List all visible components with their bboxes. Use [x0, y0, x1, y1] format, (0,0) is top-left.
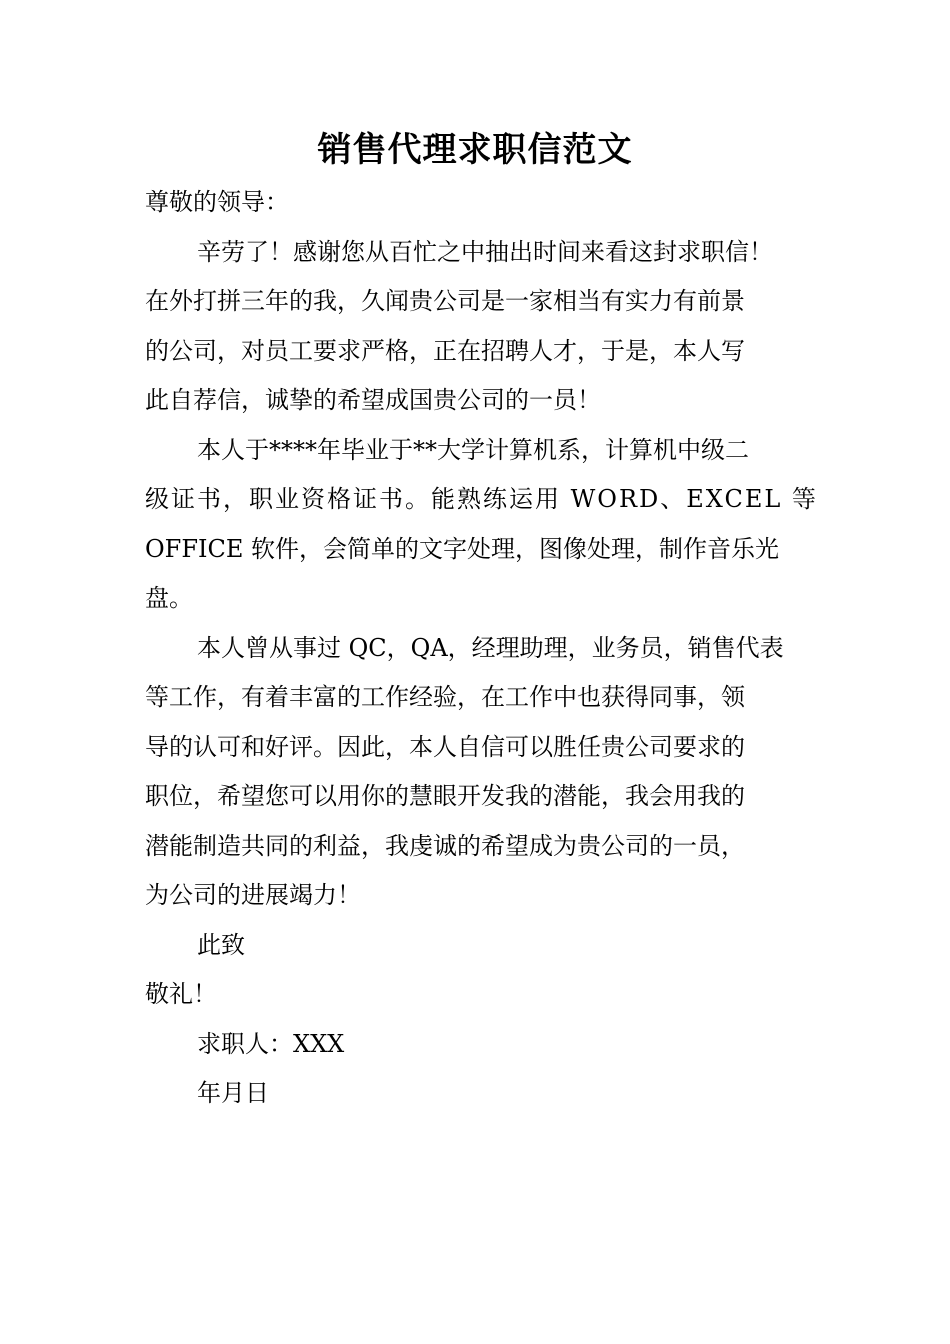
closing-salute: 敬礼！ [145, 980, 217, 1008]
paragraph-1-line-4: 此自荐信，诚挚的希望成国贵公司的一员！ [145, 386, 601, 414]
paragraph-3-line-2: 等工作，有着丰富的工作经验，在工作中也获得同事，领 [145, 683, 745, 711]
paragraph-1-line-2: 在外打拼三年的我，久闻贵公司是一家相当有实力有前景 [145, 287, 745, 315]
paragraph-2-line-1: 本人于****年毕业于**大学计算机系，计算机中级二 [197, 435, 749, 464]
salutation: 尊敬的领导： [145, 188, 289, 216]
paragraph-3-line-3: 导的认可和好评。因此，本人自信可以胜任贵公司要求的 [145, 732, 745, 761]
paragraph-3-line-1: 本人曾从事过 QC，QA，经理助理，业务员，销售代表 [197, 633, 784, 662]
date-line: 年月日 [197, 1079, 269, 1107]
paragraph-1-line-3: 的公司，对员工要求严格，正在招聘人才，于是，本人写 [145, 336, 745, 365]
page-title: 销售代理求职信范文 [317, 130, 633, 170]
paragraph-3-line-4: 职位，希望您可以用你的慧眼开发我的潜能，我会用我的 [145, 782, 745, 810]
closing-greeting: 此致 [197, 930, 245, 959]
paragraph-2-line-2: 级证书，职业资格证书。能熟练运用 WORD、EXCEL 等 [145, 485, 818, 513]
paragraph-3-line-6: 为公司的进展竭力！ [145, 881, 361, 909]
paragraph-2-line-3: OFFICE 软件，会简单的文字处理，图像处理，制作音乐光 [145, 534, 779, 563]
signature: 求职人：XXX [197, 1029, 345, 1058]
paragraph-3-line-5: 潜能制造共同的利益，我虔诚的希望成为贵公司的一员， [145, 831, 745, 860]
paragraph-2-line-4: 盘。 [145, 584, 193, 612]
letter-body [145, 178, 818, 1119]
paragraph-1-line-1: 辛劳了！感谢您从百忙之中抽出时间来看这封求职信！ [197, 237, 773, 266]
